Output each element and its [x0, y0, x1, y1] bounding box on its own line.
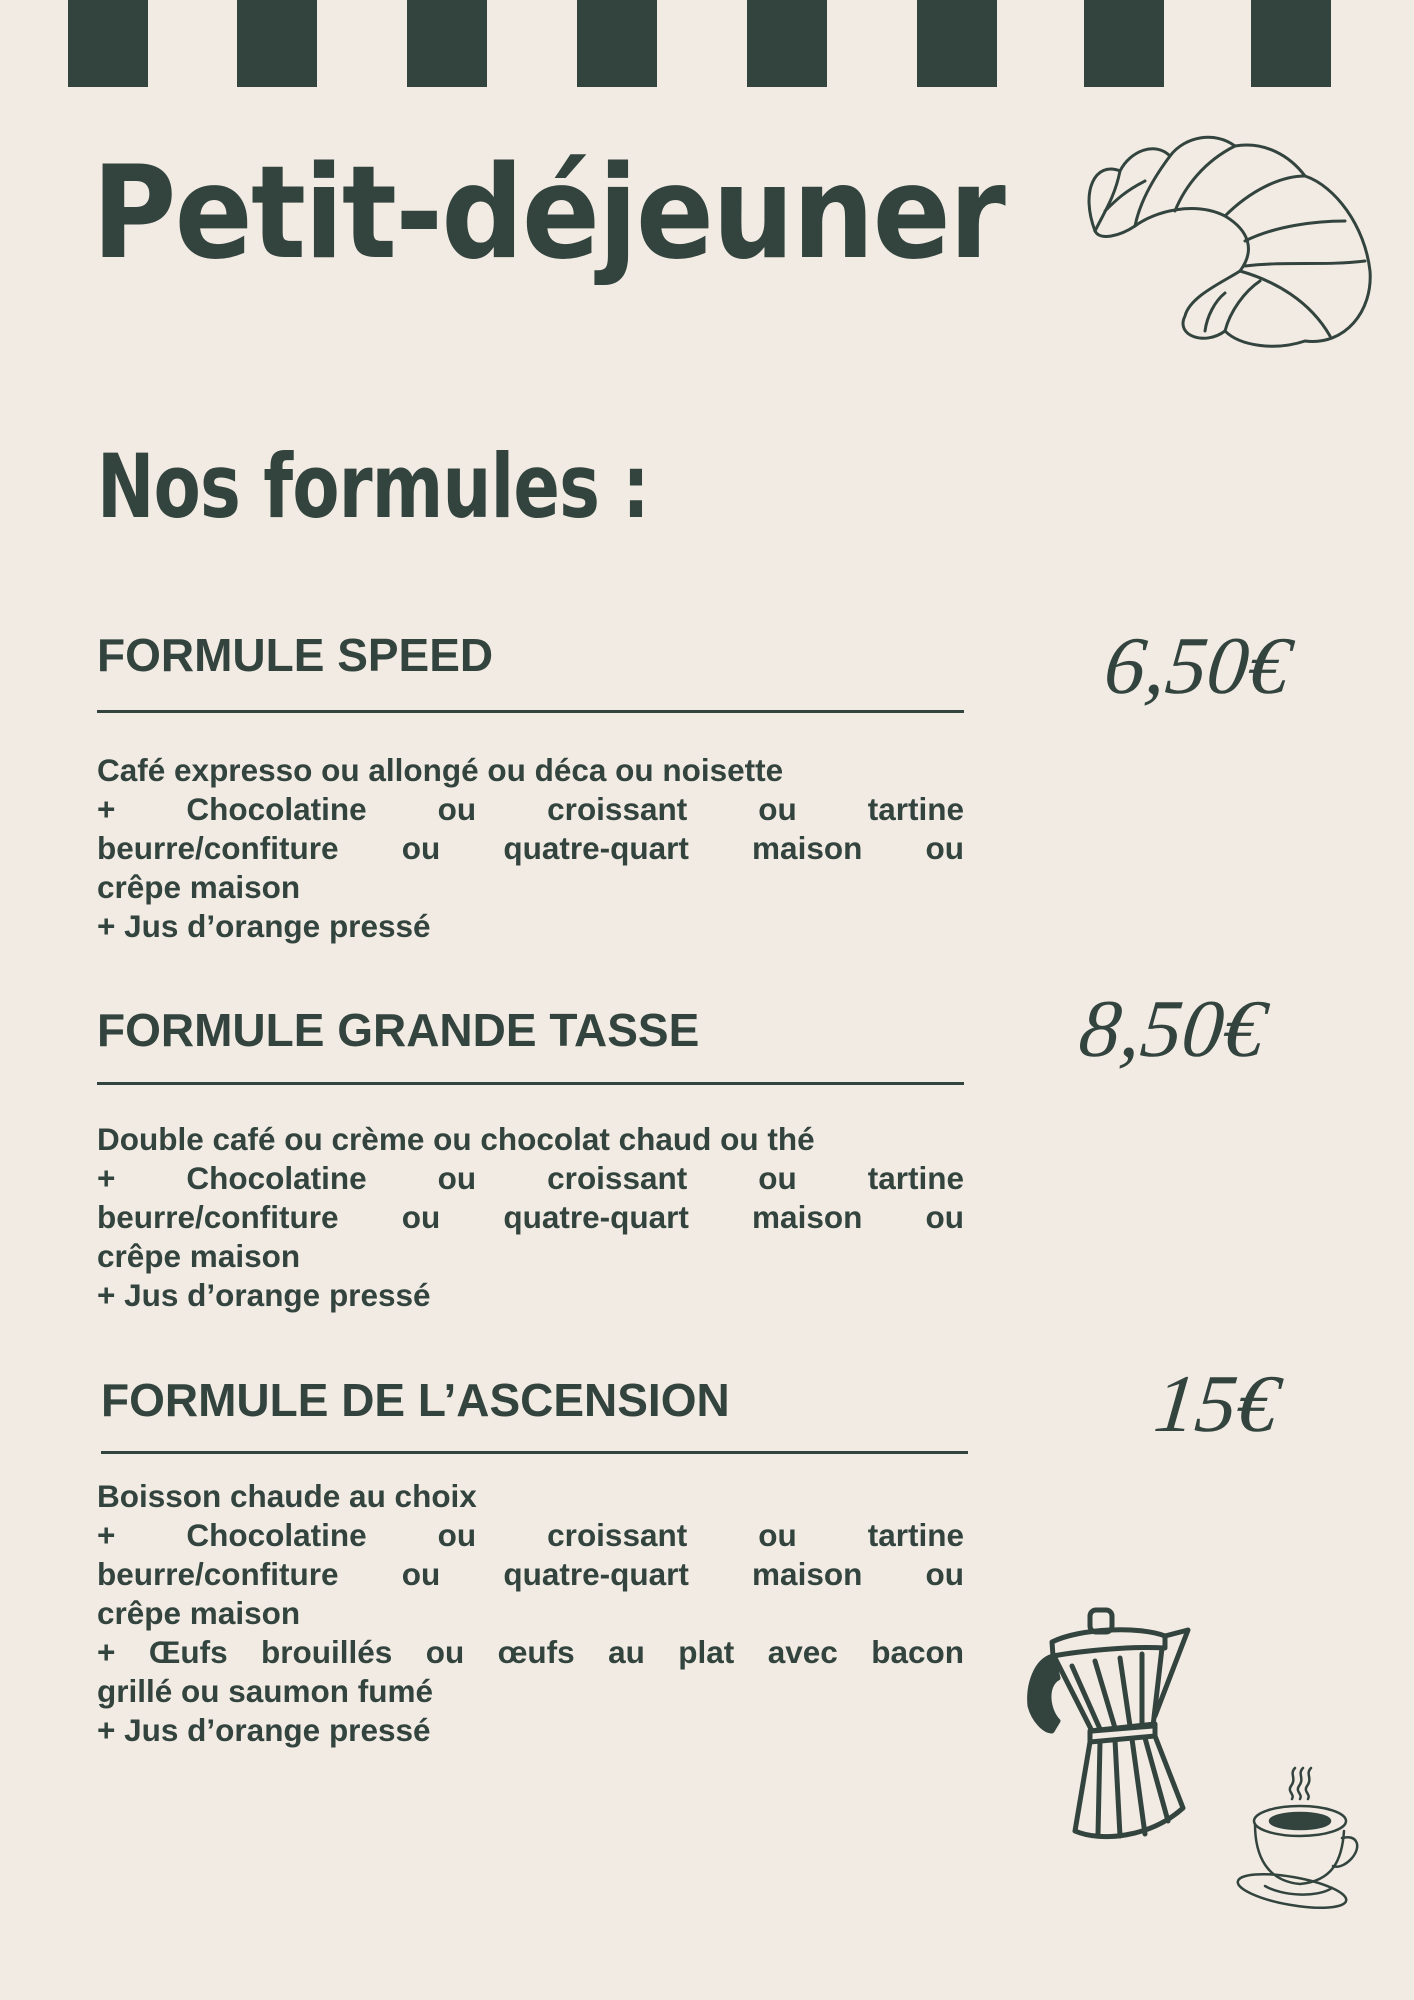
- formule-description: [97, 1477, 964, 1750]
- divider: [97, 710, 964, 713]
- description-line: + Œufs brouillés ou œufs au plat avec bacon: [97, 1634, 964, 1670]
- formule-price: 15€: [1150, 1358, 1283, 1449]
- moka-pot-icon: [1020, 1606, 1195, 1846]
- stripe: [747, 0, 827, 87]
- formule-title: FORMULE DE L’ASCENSION: [101, 1374, 730, 1426]
- description-line: crêpe maison: [97, 1595, 301, 1631]
- description-line: + Jus d’orange pressé: [97, 1277, 431, 1313]
- formule-description: [97, 751, 964, 946]
- description-line: Boisson chaude au choix: [97, 1478, 477, 1514]
- section-heading: Nos formules :: [97, 435, 649, 538]
- description-line: Café expresso ou allongé ou déca ou noisette: [97, 752, 784, 788]
- description-line: + Chocolatine ou croissant ou tartine: [97, 1160, 964, 1196]
- formule-price: 8,50€: [1075, 983, 1270, 1074]
- description-line: Double café ou crème ou chocolat chaud ou thé: [97, 1121, 815, 1157]
- description-line: crêpe maison: [97, 869, 301, 905]
- formule-title: FORMULE GRANDE TASSE: [97, 1004, 700, 1056]
- divider: [97, 1082, 964, 1085]
- stripe: [577, 0, 657, 87]
- description-line: + Chocolatine ou croissant ou tartine: [97, 791, 964, 827]
- description-line: + Jus d’orange pressé: [97, 908, 431, 944]
- description-line: + Chocolatine ou croissant ou tartine: [97, 1517, 964, 1553]
- divider: [101, 1451, 968, 1454]
- description-line: crêpe maison: [97, 1238, 301, 1274]
- stripe: [917, 0, 997, 87]
- stripe: [68, 0, 148, 87]
- stripe: [407, 0, 487, 87]
- stripe: [237, 0, 317, 87]
- croissant-icon: [1075, 131, 1380, 351]
- page-title: Petit-déjeuner: [92, 139, 1004, 288]
- stripe: [1251, 0, 1331, 87]
- description-line: + Jus d’orange pressé: [97, 1712, 431, 1748]
- coffee-cup-icon: [1237, 1766, 1362, 1911]
- formule-description: [97, 1120, 964, 1315]
- formule-price: 6,50€: [1100, 620, 1295, 711]
- description-line: grillé ou saumon fumé: [97, 1673, 434, 1709]
- description-line: beurre/confiture ou quatre-quart maison ou: [97, 830, 964, 866]
- formule-title: FORMULE SPEED: [97, 629, 494, 681]
- description-line: beurre/confiture ou quatre-quart maison ou: [97, 1199, 964, 1235]
- description-line: beurre/confiture ou quatre-quart maison ou: [97, 1556, 964, 1592]
- stripe: [1084, 0, 1164, 87]
